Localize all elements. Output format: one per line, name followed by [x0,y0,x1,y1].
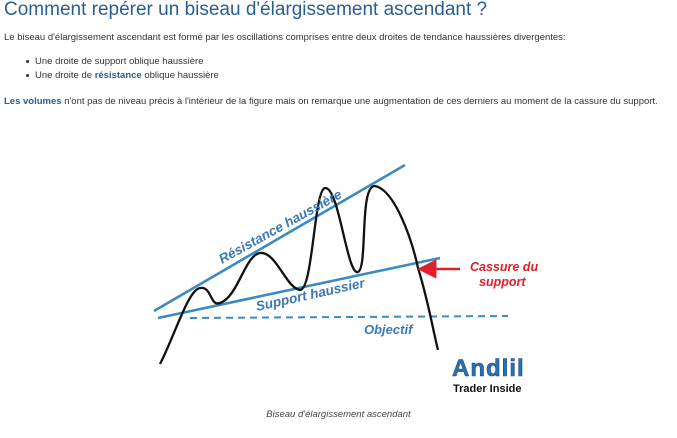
figure-caption: Biseau d'élargissement ascendant [266,409,411,420]
logo-tagline: Trader Inside [453,383,522,395]
resistance-trendline [154,165,405,311]
bullet-text: Une droite de support oblique haussière [35,56,204,67]
bullet-text-bold: résistance [94,70,142,81]
andlil-logo [452,355,525,395]
bullet-text-suffix: oblique haussière [141,70,219,81]
objective-line [190,316,508,318]
volumes-text: n'ont pas de niveau précis à l'intérieur de la figure mais on remarque une augmentation de ces derniers au moment de la cassure du support. [61,96,658,107]
objective-label: Objectif [364,322,413,337]
resistance-label: Résistance haussière [216,186,345,267]
volumes-bold: Les volumes [4,96,62,107]
bullet-text-prefix: Une droite de [35,70,95,81]
breakout-label-line1: Cassure du [470,260,539,274]
logo-text: Andlil [452,355,525,382]
intro-text: Le biseau d'élargissement ascendant est formé par les oscillations comprises entre deux droites de tendance haussières divergentes: [4,32,566,43]
support-label: Support haussier [254,275,367,314]
breakout-label-line2: support [479,275,526,289]
page-title: Comment repérer un biseau d'élargissement ascendant ? [4,0,488,20]
